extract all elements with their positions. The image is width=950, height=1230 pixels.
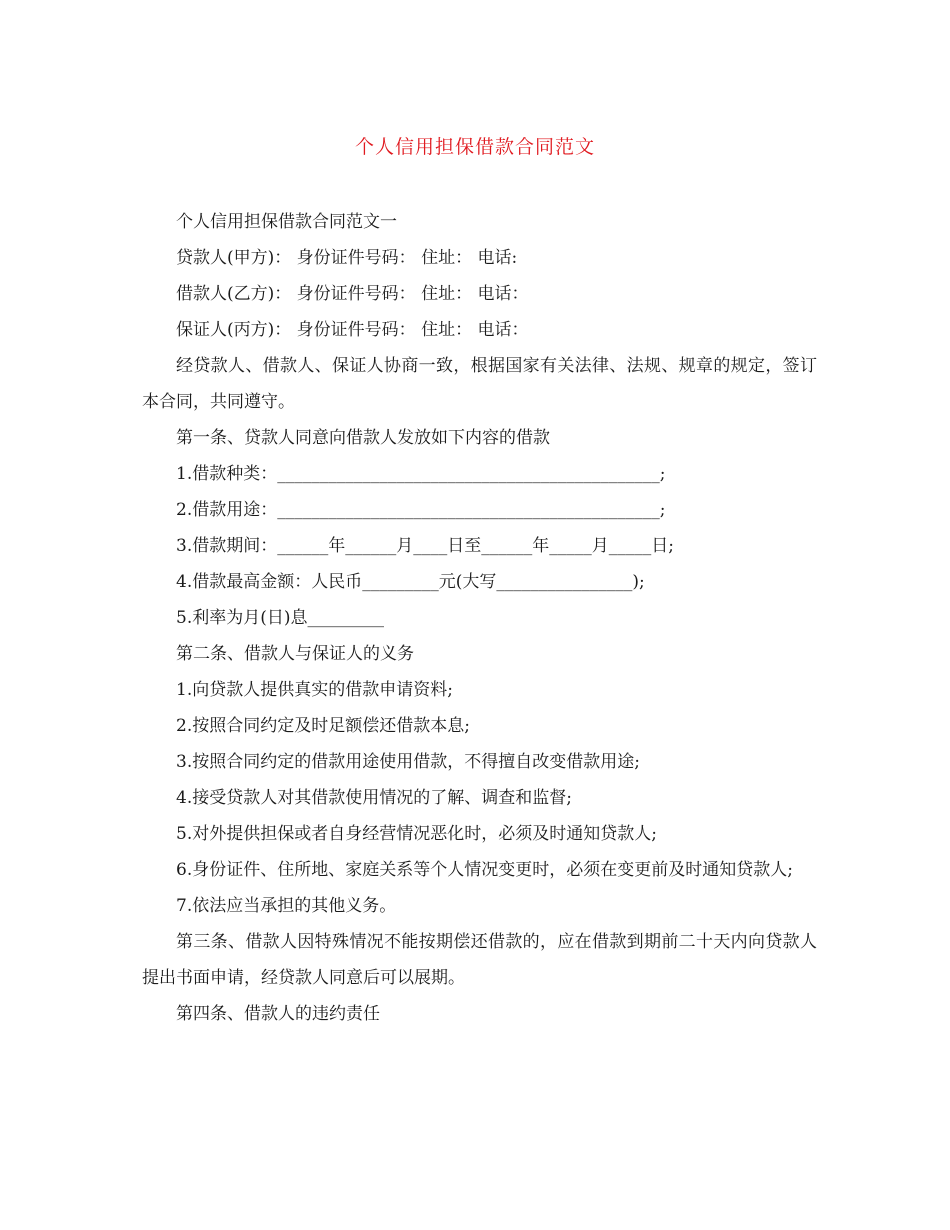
paragraph-article-3: 第三条、借款人因特殊情况不能按期偿还借款的，应在借款到期前二十天内向贷款人提出书面申请，经贷款人同意后可以展期。 (142, 932, 817, 988)
paragraph-loan-purpose: 2.借款用途：_____________________________________________; (176, 500, 666, 520)
paragraph-loan-type: 1.借款种类：_____________________________________________; (176, 464, 666, 484)
document-title: 个人信用担保借款合同范文 (354, 136, 595, 158)
paragraph-lender: 贷款人(甲方)： 身份证件号码： 住址： 电话: (176, 248, 518, 268)
paragraph-preamble: 经贷款人、借款人、保证人协商一致，根据国家有关法律、法规、规章的规定，签订本合同，共同遵守。 (142, 356, 817, 412)
paragraph-loan-period: 3.借款期间：______年______月____日至______年_____月_____日; (176, 536, 674, 556)
paragraph-loan-amount: 4.借款最高金额：人民币_________元(大写________________); (176, 572, 645, 592)
paragraph-duty-3: 3.按照合同约定的借款用途使用借款，不得擅自改变借款用途; (176, 752, 640, 772)
paragraph-borrower: 借款人(乙方)： 身份证件号码： 住址： 电话： (176, 284, 529, 304)
paragraph-duty-1: 1.向贷款人提供真实的借款申请资料; (176, 680, 453, 700)
paragraph-interest-rate: 5.利率为月(日)息_________ (176, 608, 384, 628)
paragraph-article-2: 第二条、借款人与保证人的义务 (176, 644, 414, 664)
paragraph-article-4: 第四条、借款人的违约责任 (176, 1004, 380, 1024)
paragraph-heading: 个人信用担保借款合同范文一 (176, 212, 397, 232)
paragraph-article-1: 第一条、贷款人同意向借款人发放如下内容的借款 (176, 428, 550, 448)
paragraph-duty-2: 2.按照合同约定及时足额偿还借款本息; (176, 716, 470, 736)
paragraph-guarantor: 保证人(丙方)： 身份证件号码： 住址： 电话： (176, 320, 529, 340)
paragraph-duty-6: 6.身份证件、住所地、家庭关系等个人情况变更时，必须在变更前及时通知贷款人; (176, 860, 793, 880)
paragraph-duty-7: 7.依法应当承担的其他义务。 (176, 896, 397, 916)
paragraph-duty-4: 4.接受贷款人对其借款使用情况的了解、调查和监督; (176, 788, 572, 808)
paragraph-duty-5: 5.对外提供担保或者自身经营情况恶化时，必须及时通知贷款人; (176, 824, 657, 844)
document-body (142, 204, 817, 1032)
